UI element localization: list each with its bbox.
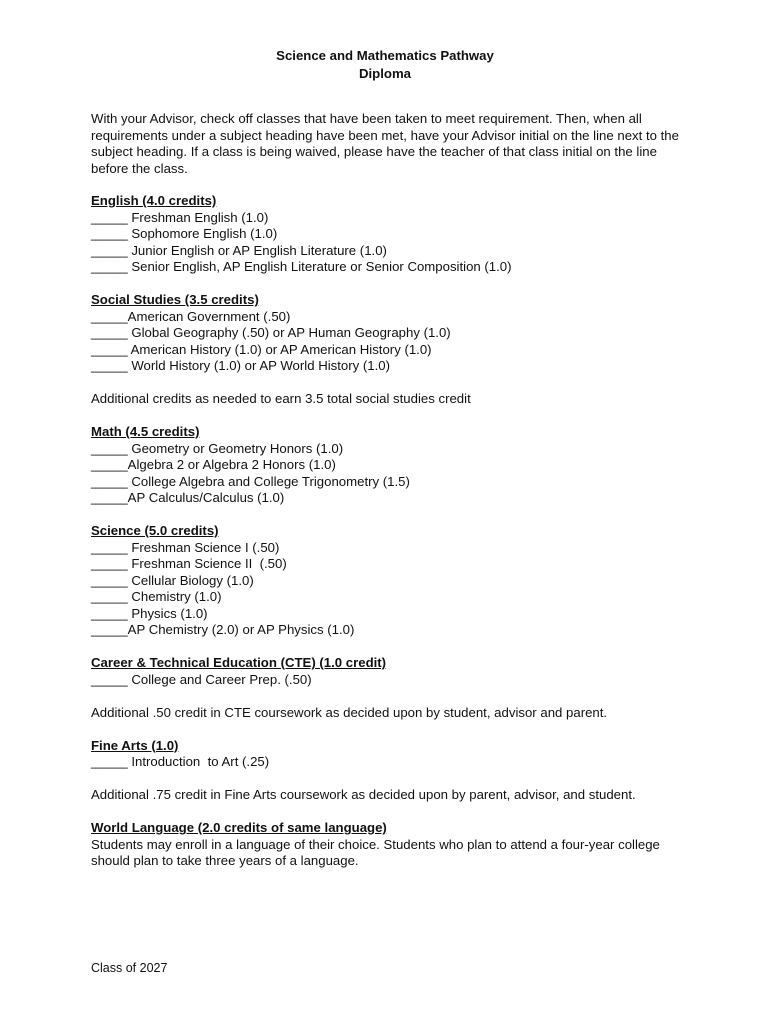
checklist-item: _____ Sophomore English (1.0) bbox=[91, 226, 278, 241]
checklist-item: _____ Junior English or AP English Literature (1.0) bbox=[91, 242, 387, 258]
checklist-item: _____ Senior English, AP English Literature or Senior Composition (1.0) bbox=[91, 259, 512, 274]
checklist-item: _____ Freshman English (1.0) bbox=[91, 209, 269, 225]
section-text: Students may enroll in a language of their choice. Students who plan to attend a four-year college should plan to take three years of a language. bbox=[91, 836, 660, 868]
checklist-item: _____ Physics (1.0) bbox=[91, 605, 208, 621]
title-line-1: Science and Mathematics Pathway bbox=[276, 48, 494, 63]
page-footer: Class of 2027 bbox=[91, 961, 168, 975]
checklist-item: _____ Freshman Science I (.50) bbox=[91, 539, 280, 555]
section-english bbox=[91, 193, 691, 276]
intro-paragraph: With your Advisor, check off classes that have been taken to meet requirement. Then, when all requirements under a subject heading have been met, have your Advisor initial on the line next to the subject heading. If a class is being waived, please have the teacher of that class initial on the line before the class. bbox=[91, 111, 679, 176]
section-heading: World Language (2.0 credits of same language) bbox=[91, 820, 387, 835]
section-heading: English (4.0 credits) bbox=[91, 193, 217, 208]
section-heading: Science (5.0 credits) bbox=[91, 523, 219, 538]
checklist-item: _____ Chemistry (1.0) bbox=[91, 589, 222, 604]
section-note: Additional .50 credit in CTE coursework as decided upon by student, advisor and parent. bbox=[91, 704, 608, 720]
checklist-item: _____ Geometry or Geometry Honors (1.0) bbox=[91, 440, 344, 456]
checklist-item: _____ American History (1.0) or AP American History (1.0) bbox=[91, 341, 432, 357]
checklist-item: _____ Introduction to Art (.25) bbox=[91, 754, 270, 769]
section-note: Additional .75 credit in Fine Arts coursework as decided upon by parent, advisor, and student. bbox=[91, 787, 636, 802]
section-cte bbox=[91, 655, 691, 688]
section-fine-arts bbox=[91, 738, 691, 771]
checklist-item: _____ Global Geography (.50) or AP Human Geography (1.0) bbox=[91, 325, 451, 340]
section-heading: Math (4.5 credits) bbox=[91, 424, 200, 439]
document-body bbox=[91, 111, 691, 886]
section-math bbox=[91, 424, 691, 507]
section-social-studies bbox=[91, 292, 691, 375]
checklist-item: _____ World History (1.0) or AP World History (1.0) bbox=[91, 358, 391, 373]
title-line-2: Diploma bbox=[358, 66, 412, 81]
checklist-item: _____AP Calculus/Calculus (1.0) bbox=[91, 490, 285, 505]
checklist-item: _____ Freshman Science II (.50) bbox=[91, 556, 287, 571]
section-heading: Career & Technical Education (CTE) (1.0 credit) bbox=[91, 655, 387, 670]
checklist-item: _____ College and Career Prep. (.50) bbox=[91, 671, 312, 687]
page-title bbox=[0, 47, 770, 83]
section-note: Additional credits as needed to earn 3.5 total social studies credit bbox=[91, 391, 471, 406]
checklist-item: _____ Cellular Biology (1.0) bbox=[91, 572, 254, 588]
checklist-item: _____American Government (.50) bbox=[91, 308, 291, 324]
section-science bbox=[91, 523, 691, 639]
checklist-item: _____AP Chemistry (2.0) or AP Physics (1.0) bbox=[91, 622, 355, 637]
checklist-item: _____ College Algebra and College Trigonometry (1.5) bbox=[91, 473, 410, 489]
checklist-item: _____Algebra 2 or Algebra 2 Honors (1.0) bbox=[91, 457, 336, 472]
section-heading: Fine Arts (1.0) bbox=[91, 737, 179, 753]
section-heading: Social Studies (3.5 credits) bbox=[91, 292, 259, 307]
section-world-language bbox=[91, 820, 691, 870]
